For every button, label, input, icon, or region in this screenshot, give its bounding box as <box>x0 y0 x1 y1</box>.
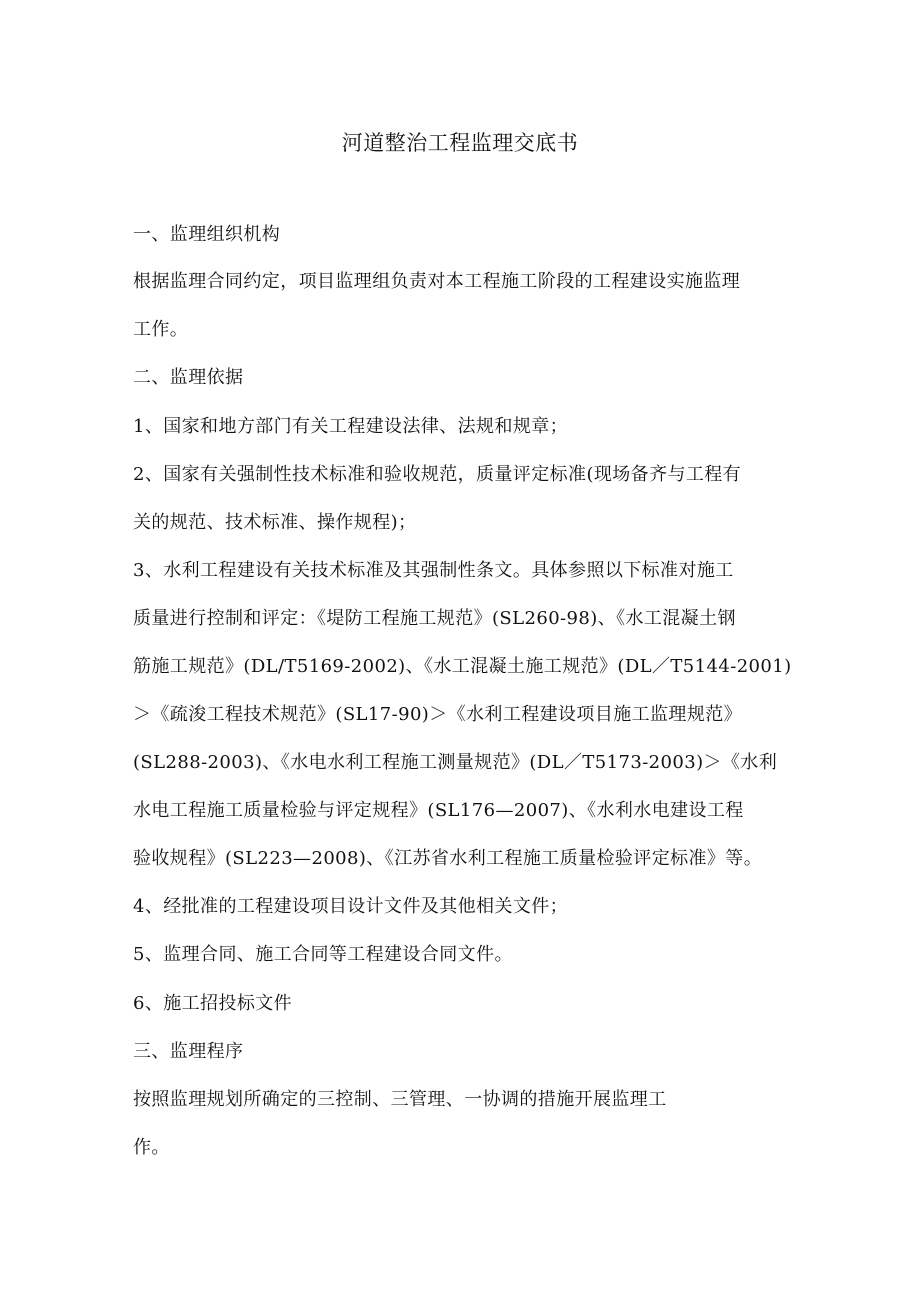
paragraph-line: (SL288-2003)、《水电水利工程施工测量规范》(DL／T5173-2003)＞《水利 <box>133 752 778 773</box>
paragraph-line: 质量进行控制和评定：《堤防工程施工规范》(SL260-98)、《水工混凝土钢 <box>133 608 736 629</box>
paragraph-line: 工作。 <box>133 319 189 340</box>
list-item-2: 2、国家有关强制性技术标准和验收规范，质量评定标准(现场备齐与工程有 <box>133 464 742 485</box>
list-item-6: 6、施工招投标文件 <box>133 993 293 1014</box>
paragraph-line: 根据监理合同约定，项目监理组负责对本工程施工阶段的工程建设实施监理 <box>133 271 741 292</box>
document-title: 河道整治工程监理交底书 <box>341 131 579 155</box>
section-heading-basis: 二、监理依据 <box>133 367 244 388</box>
paragraph-line: 作。 <box>133 1137 170 1158</box>
section-heading-organization: 一、监理组织机构 <box>133 224 281 245</box>
list-item-4: 4、经批准的工程建设项目设计文件及其他相关文件； <box>133 896 569 917</box>
paragraph-line: 按照监理规划所确定的三控制、三管理、一协调的措施开展监理工 <box>133 1089 667 1110</box>
paragraph-line: 验收规程》(SL223—2008)、《江苏省水利工程施工质量检验评定标准》等。 <box>133 848 763 869</box>
list-item-1: 1、国家和地方部门有关工程建设法律、法规和规章； <box>133 416 569 437</box>
list-item-5: 5、监理合同、施工合同等工程建设合同文件。 <box>133 944 513 965</box>
paragraph-line: ＞《疏浚工程技术规范》(SL17-90)＞《水利工程建设项目施工监理规范》 <box>133 704 743 725</box>
paragraph-line: 水电工程施工质量检验与评定规程》(SL176—2007)、《水利水电建设工程 <box>133 800 744 821</box>
list-item-3: 3、水利工程建设有关技术标准及其强制性条文。具体参照以下标准对施工 <box>133 560 734 581</box>
paragraph-line: 筋施工规范》(DL/T5169-2002)、《水工混凝土施工规范》(DL／T5144-2001) <box>133 656 792 677</box>
paragraph-line: 关的规范、技术标准、操作规程)； <box>133 512 417 533</box>
section-heading-procedure: 三、监理程序 <box>133 1041 244 1062</box>
